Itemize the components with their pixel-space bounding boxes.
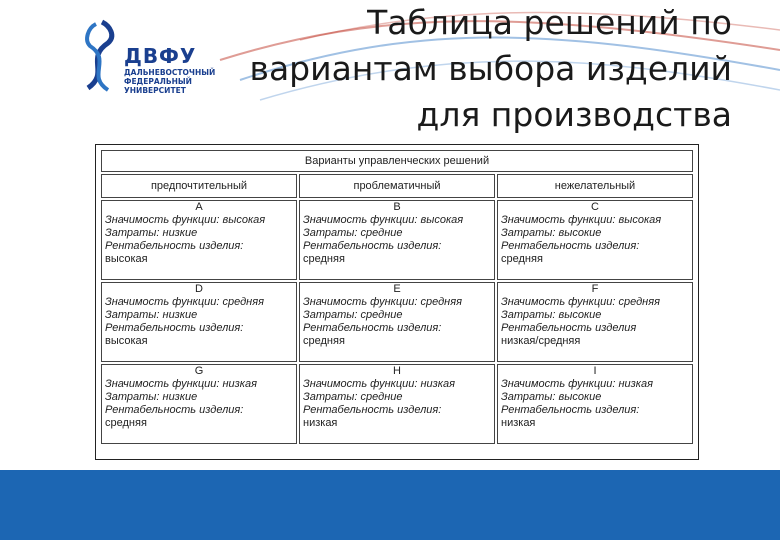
logo-subtitle: ДАЛЬНЕВОСТОЧНЫЙ ФЕДЕРАЛЬНЫЙ УНИВЕРСИТЕТ [124, 68, 216, 95]
table-cell: H Значимость функции: низкая Затраты: средние Рентабельность изделия: низкая [299, 364, 495, 444]
column-header-undesirable: нежелательный [497, 174, 693, 198]
helix-icon [80, 18, 120, 98]
table-cell: E Значимость функции: средняя Затраты: средние Рентабельность изделия: средняя [299, 282, 495, 362]
table-cell: C Значимость функции: высокая Затраты: высокие Рентабельность изделия: средняя [497, 200, 693, 280]
decision-table [95, 144, 699, 460]
footer-bar [0, 470, 780, 540]
table-cell: A Значимость функции: высокая Затраты: низкие Рентабельность изделия: высокая [101, 200, 297, 280]
column-header-preferred: предпочтительный [101, 174, 297, 198]
table-cell: F Значимость функции: средняя Затраты: высокие Рентабельность изделия низкая/средняя [497, 282, 693, 362]
table-cell: B Значимость функции: высокая Затраты: средние Рентабельность изделия: средняя [299, 200, 495, 280]
table-cell: I Значимость функции: низкая Затраты: высокие Рентабельность изделия: низкая [497, 364, 693, 444]
logo-name: ДВФУ [124, 44, 197, 68]
table-cell: G Значимость функции: низкая Затраты: низкие Рентабельность изделия: средняя [101, 364, 297, 444]
table-caption: Варианты управленческих решений [101, 150, 693, 172]
column-header-problematic: проблематичный [299, 174, 495, 198]
page-title: Таблица решений по вариантам выбора изделий для производства [249, 3, 732, 134]
table-cell: D Значимость функции: средняя Затраты: низкие Рентабельность изделия: высокая [101, 282, 297, 362]
